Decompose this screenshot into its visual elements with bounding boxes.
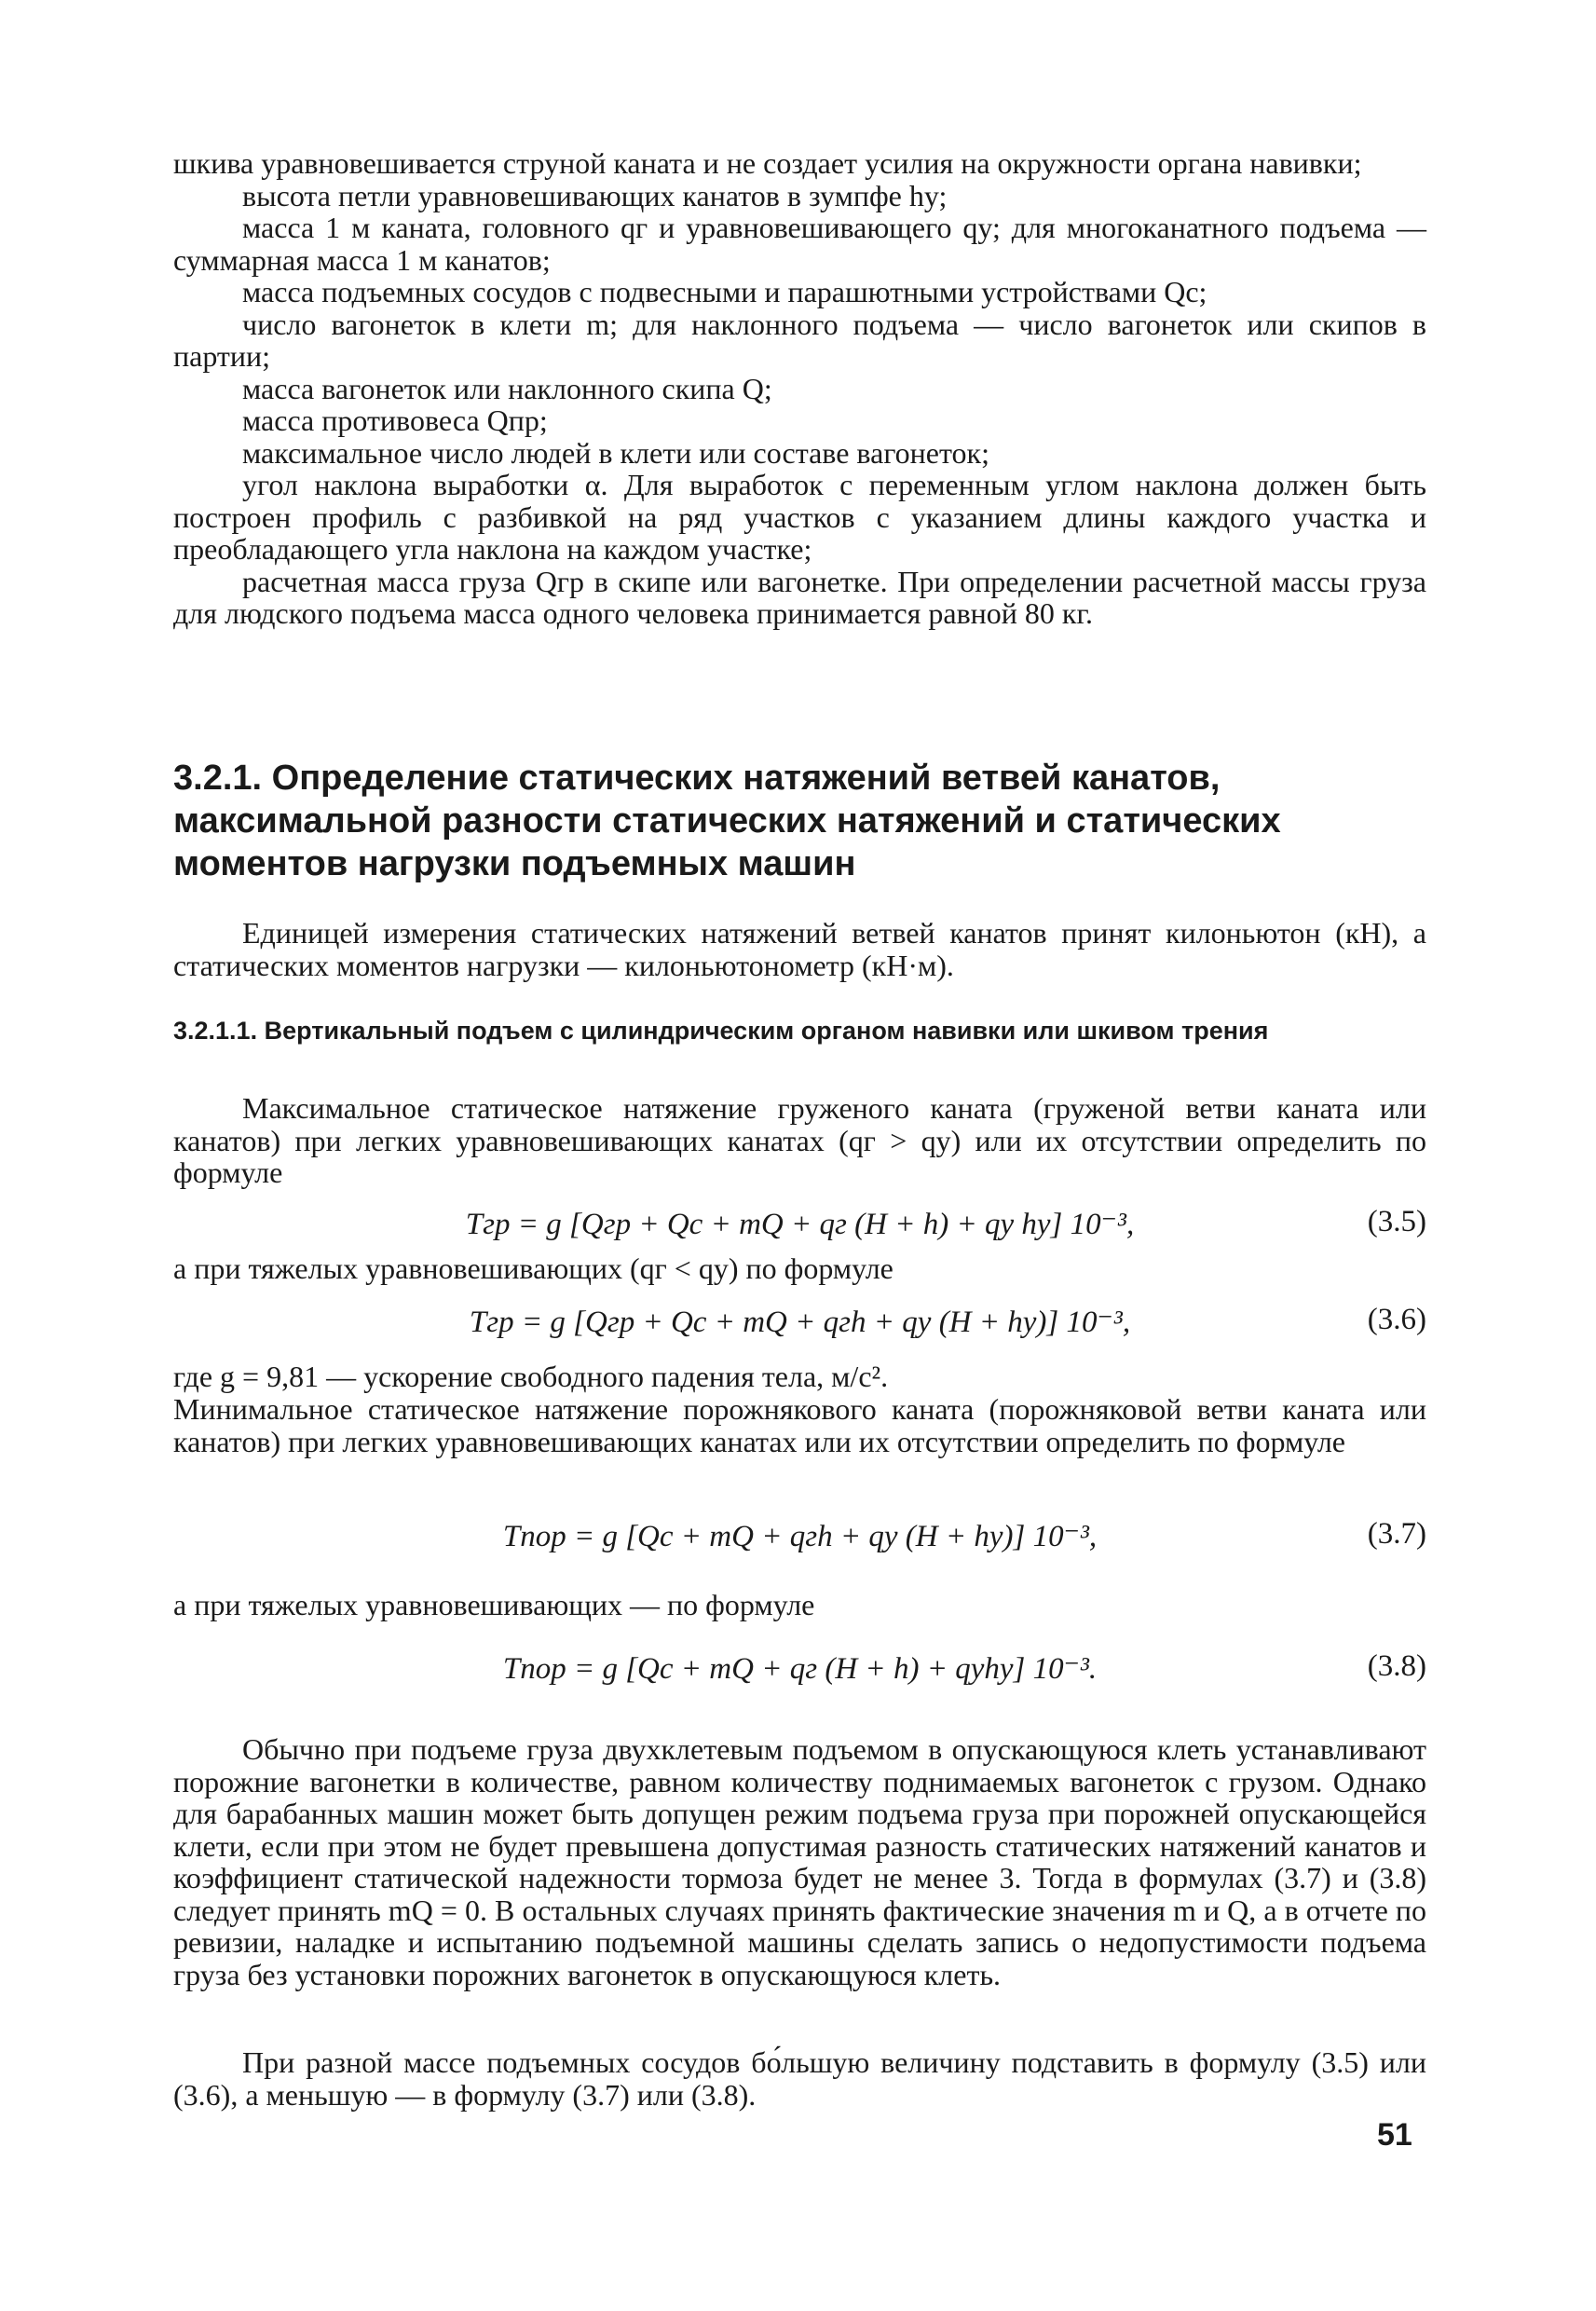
list-item: угол наклона выработки α. Для выработок с переменным углом наклона должен быть построен профиль с разбивкой на ряд участков с указанием длины каждого участка и преобладающего угла наклона на каждом участке; xyxy=(173,468,1426,566)
list-item: число вагонеток в клети m; для наклонного подъема — число вагонеток или скипов в партии; xyxy=(173,307,1426,373)
min-tension-intro: Минимальное статическое натяжение порожнякового каната (порожняковой ветви каната или канатов) при легких уравновешивающих канатах или их отсутствии определить по формуле xyxy=(173,1392,1426,1458)
equation-3-8 xyxy=(173,1649,1426,1690)
list-item: масса противовеса Qпр; xyxy=(242,403,548,437)
list-item: расчетная масса груза Qгр в скипе или вагонетке. При определении расчетной массы груза для людского подъема масса одного человека принимается равной 80 кг. xyxy=(173,564,1426,630)
subsection-heading: 3.2.1.1. Вертикальный подъем с цилиндрическим органом навивки или шкивом трения xyxy=(173,1017,1269,1045)
equation-number: (3.7) xyxy=(1367,1517,1426,1551)
page-number: 51 xyxy=(1377,2117,1412,2153)
parameter-list xyxy=(173,147,1426,630)
units-paragraph: Единицей измерения статических натяжений ветвей канатов принят килоньютон (кН), а статических моментов нагрузки — килоньютонометр (кН·м). xyxy=(173,916,1426,982)
list-item: масса вагонеток или наклонного скипа Q; xyxy=(242,371,772,405)
list-item: высота петли уравновешивающих канатов в зумпфе hу; xyxy=(242,178,948,212)
equation-3-6 xyxy=(173,1303,1426,1344)
equation-3-5 xyxy=(173,1205,1426,1246)
body-paragraph: При разной массе подъемных сосудов бо́льшую величину подставить в формулу (3.5) или (3.6), а меньшую — в формулу (3.7) или (3.8). xyxy=(173,2045,1426,2112)
body-paragraph: Обычно при подъеме груза двухклетевым подъемом в опускающуюся клеть устанавливают порожние вагонетки в количестве, равном количеству поднимаемых вагонеток с грузом. Однако для барабанных машин может быть допущен режим подъема груза при порожней опускающейся клети, если при этом не будет превышена допустимая разность статических натяжений канатов и коэффициент статической надежности тормоза будет не менее 3. Тогда в формулах (3.7) и (3.8) следует принять mQ = 0. В остальных случаях принять фактические значения m и Q, а в отчете по ревизии, наладке и испытанию подъемной машины сделать запись о недопустимости подъема груза без установки порожних вагонеток в опускающуюся клеть. xyxy=(173,1732,1426,1991)
list-item: масса подъемных сосудов с подвесными и парашютными устройствами Qс; xyxy=(242,275,1207,308)
max-tension-intro: Максимальное статическое натяжение груженого каната (груженой ветви каната или канатов) при легких уравновешивающих канатах (qг > qу) или их отсутствии определить по формуле xyxy=(173,1091,1426,1189)
section-heading: 3.2.1. Определение статических натяжений ветвей канатов, максимальной разности статических натяжений и статических моментов нагрузки подъемных машин xyxy=(173,759,1281,883)
list-item: максимальное число людей в клети или составе вагонеток; xyxy=(242,435,989,470)
heavy-rope-text-2: а при тяжелых уравновешивающих — по формуле xyxy=(173,1588,815,1621)
equation-number: (3.8) xyxy=(1367,1649,1426,1683)
list-item: масса 1 м каната, головного qг и уравновешивающего qу; для многоканатного подъема — суммарная масса 1 м канатов; xyxy=(173,211,1426,277)
heavy-rope-text: а при тяжелых уравновешивающих (qг < qу) по формуле xyxy=(173,1251,893,1285)
equation-number: (3.6) xyxy=(1367,1303,1426,1336)
g-definition: где g = 9,81 — ускорение свободного падения тела, м/с². xyxy=(173,1360,889,1393)
equation-formula: Tгр = g [Qгр + Qс + mQ + qг (H + h) + qу hу] 10⁻³, xyxy=(465,1208,1135,1241)
equation-formula: Tпор = g [Qс + mQ + qгh + qу (H + hу)] 10⁻³, xyxy=(502,1520,1098,1553)
equation-formula: Tгр = g [Qгр + Qс + mQ + qгh + qу (H + hу)] 10⁻³, xyxy=(469,1306,1131,1339)
equation-number: (3.5) xyxy=(1367,1205,1426,1238)
equation-formula: Tпор = g [Qс + mQ + qг (H + h) + qуhу] 10⁻³. xyxy=(502,1652,1098,1686)
equation-3-7 xyxy=(173,1517,1426,1558)
list-item: шкива уравновешивается струной каната и не создает усилия на окружности органа навивки; xyxy=(173,146,1362,180)
